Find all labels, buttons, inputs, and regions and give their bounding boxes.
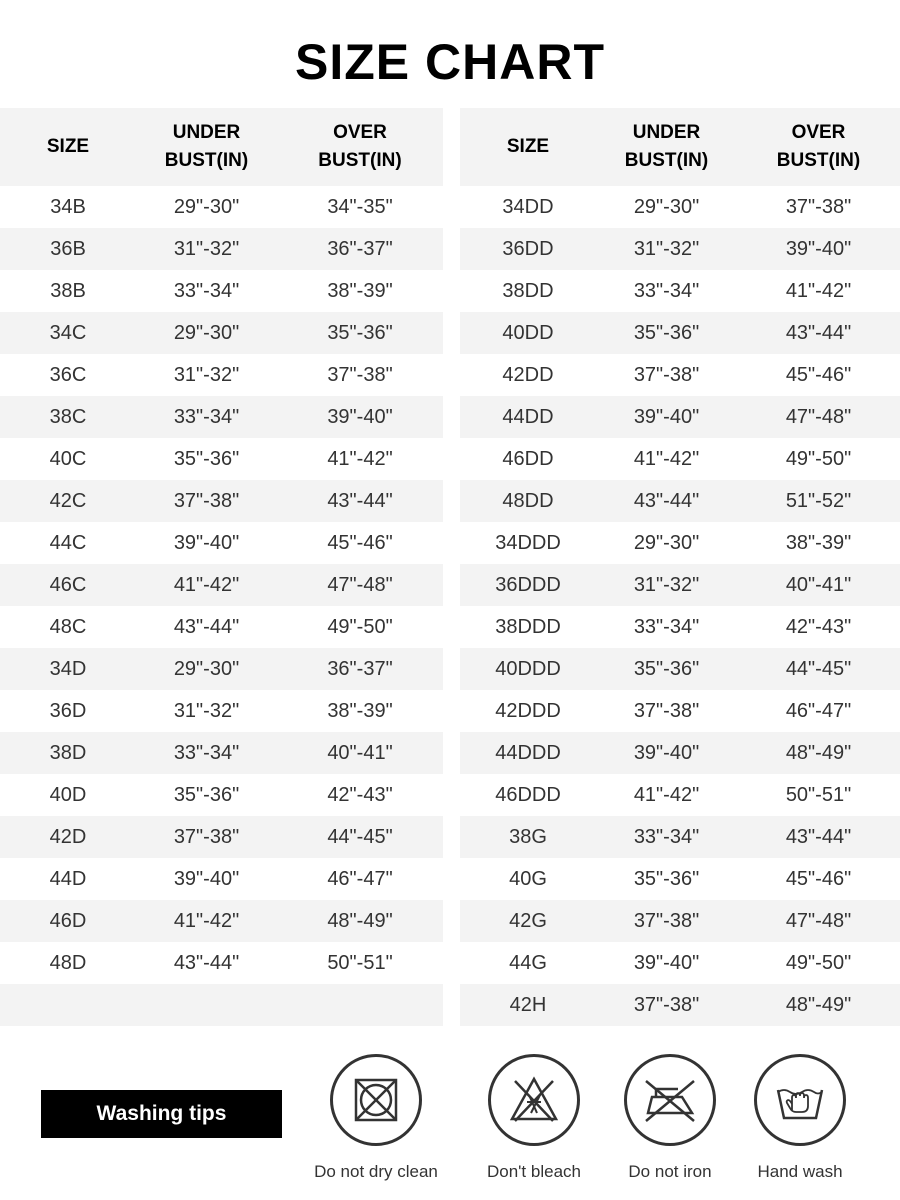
size-table-left xyxy=(0,108,443,1026)
over-bust-cell: 47"-48" xyxy=(737,396,900,438)
over-bust-cell: 42"-43" xyxy=(785,615,852,638)
under-bust-cell: 31"-32" xyxy=(173,363,240,386)
table-row xyxy=(460,438,900,480)
size-cell: 46DDD xyxy=(495,783,561,806)
table-row xyxy=(460,648,900,690)
over-bust-cell: 39"-40" xyxy=(737,228,900,270)
no-dry-clean-icon xyxy=(330,1054,422,1146)
over-bust-cell: 44"-45" xyxy=(277,816,443,858)
under-bust-cell: 31"-32" xyxy=(173,699,240,722)
under-bust-cell: 39"-40" xyxy=(173,867,240,890)
over-bust-cell: 43"-44" xyxy=(277,480,443,522)
over-bust-cell: 37"-38" xyxy=(327,363,393,386)
size-cell: 46DD xyxy=(502,447,554,470)
size-cell: 40DD xyxy=(460,312,596,354)
under-bust-cell: 39"-40" xyxy=(596,396,737,438)
size-cell: 46D xyxy=(0,900,136,942)
table-row xyxy=(460,312,900,354)
care-label: Don't bleach xyxy=(487,1162,581,1181)
no-bleach-icon xyxy=(488,1054,580,1146)
under-bust-cell: 29"-30" xyxy=(136,312,277,354)
under-bust-cell xyxy=(136,984,277,1026)
table-header-row xyxy=(460,108,900,186)
under-bust-cell: 33"-34" xyxy=(173,279,240,302)
size-cell: 48DD xyxy=(460,480,596,522)
table-row xyxy=(460,228,900,270)
size-cell: 36DDD xyxy=(460,564,596,606)
under-bust-cell: 35"-36" xyxy=(173,447,240,470)
under-bust-cell: 31"-32" xyxy=(596,564,737,606)
table-row xyxy=(460,606,900,648)
over-bust-cell: 42"-43" xyxy=(327,783,393,806)
size-table-right xyxy=(460,108,900,1026)
table-row xyxy=(0,942,443,984)
size-cell: 34B xyxy=(50,195,86,218)
under-bust-cell: 29"-30" xyxy=(173,195,240,218)
over-bust-cell: 49"-50" xyxy=(785,447,852,470)
table-row xyxy=(0,732,443,774)
over-bust-cell: 43"-44" xyxy=(737,312,900,354)
over-bust-cell: 46"-47" xyxy=(327,867,393,890)
size-cell: 36B xyxy=(0,228,136,270)
header-under-bust: UNDER BUST(IN) xyxy=(596,108,737,186)
care-hand-wash xyxy=(725,1054,875,1182)
under-bust-cell: 33"-34" xyxy=(136,732,277,774)
table-row xyxy=(0,690,443,732)
table-row xyxy=(460,732,900,774)
table-row xyxy=(0,186,443,228)
table-row xyxy=(460,690,900,732)
table-row xyxy=(0,648,443,690)
over-bust-cell: 40"-41" xyxy=(737,564,900,606)
table-row xyxy=(0,228,443,270)
size-cell: 42DDD xyxy=(495,699,561,722)
size-cell: 40G xyxy=(509,867,547,890)
size-cell: 40DDD xyxy=(460,648,596,690)
over-bust-cell: 34"-35" xyxy=(327,195,393,218)
table-row xyxy=(460,522,900,564)
table-row xyxy=(460,396,900,438)
size-cell: 38G xyxy=(460,816,596,858)
under-bust-cell: 35"-36" xyxy=(173,783,240,806)
no-iron-icon xyxy=(624,1054,716,1146)
size-cell: 36DD xyxy=(460,228,596,270)
header-under-bust: UNDER BUST(IN) xyxy=(136,108,277,186)
under-bust-cell: 37"-38" xyxy=(596,984,737,1026)
table-row xyxy=(460,858,900,900)
table-row xyxy=(0,858,443,900)
size-cell: 44DD xyxy=(460,396,596,438)
size-table-left-body xyxy=(0,186,443,1026)
over-bust-cell: 49"-50" xyxy=(785,951,852,974)
size-cell: 34D xyxy=(0,648,136,690)
header-size: SIZE xyxy=(460,108,596,186)
care-label: Do not dry clean xyxy=(314,1162,438,1181)
table-row xyxy=(0,816,443,858)
over-bust-cell: 49"-50" xyxy=(327,615,393,638)
over-bust-cell: 45"-46" xyxy=(785,867,852,890)
under-bust-cell: 33"-34" xyxy=(596,816,737,858)
care-no-bleach xyxy=(459,1054,609,1182)
under-bust-cell: 33"-34" xyxy=(633,279,700,302)
header-size: SIZE xyxy=(0,108,136,186)
table-row xyxy=(460,816,900,858)
under-bust-cell: 37"-38" xyxy=(136,480,277,522)
over-bust-cell: 41"-42" xyxy=(785,279,852,302)
size-table-right-body xyxy=(460,186,900,1026)
under-bust-cell: 35"-36" xyxy=(596,312,737,354)
size-cell: 42DD xyxy=(502,363,554,386)
over-bust-cell: 38"-39" xyxy=(785,531,852,554)
over-bust-cell: 51"-52" xyxy=(737,480,900,522)
over-bust-cell: 45"-46" xyxy=(327,531,393,554)
table-row xyxy=(0,900,443,942)
under-bust-cell: 41"-42" xyxy=(633,783,700,806)
page-title: SIZE CHART xyxy=(295,34,605,90)
under-bust-cell: 39"-40" xyxy=(633,951,700,974)
over-bust-cell: 45"-46" xyxy=(785,363,852,386)
over-bust-cell: 50"-51" xyxy=(785,783,852,806)
table-row xyxy=(0,984,443,1026)
size-cell: 38DDD xyxy=(495,615,561,638)
table-row xyxy=(0,522,443,564)
size-cell: 34DDD xyxy=(495,531,561,554)
table-row xyxy=(0,774,443,816)
size-cell: 38C xyxy=(0,396,136,438)
table-row xyxy=(460,942,900,984)
size-cell: 42C xyxy=(0,480,136,522)
over-bust-cell: 50"-51" xyxy=(327,951,393,974)
table-row xyxy=(460,270,900,312)
size-cell: 42D xyxy=(0,816,136,858)
over-bust-cell: 48"-49" xyxy=(737,984,900,1026)
under-bust-cell: 33"-34" xyxy=(633,615,700,638)
table-row xyxy=(0,354,443,396)
size-cell: 42H xyxy=(460,984,596,1026)
hand-wash-icon xyxy=(754,1054,846,1146)
size-cell: 44DDD xyxy=(460,732,596,774)
under-bust-cell: 43"-44" xyxy=(596,480,737,522)
under-bust-cell: 29"-30" xyxy=(136,648,277,690)
under-bust-cell: 29"-30" xyxy=(633,195,700,218)
under-bust-cell: 31"-32" xyxy=(136,228,277,270)
care-no-dry-clean xyxy=(301,1054,451,1182)
size-cell: 48D xyxy=(49,951,87,974)
under-bust-cell: 43"-44" xyxy=(173,951,240,974)
table-row xyxy=(460,480,900,522)
over-bust-cell: 41"-42" xyxy=(327,447,393,470)
size-cell: 48C xyxy=(49,615,87,638)
table-row xyxy=(460,564,900,606)
over-bust-cell: 37"-38" xyxy=(785,195,852,218)
under-bust-cell: 43"-44" xyxy=(173,615,240,638)
size-cell: 46C xyxy=(0,564,136,606)
size-cell: 42G xyxy=(460,900,596,942)
under-bust-cell: 37"-38" xyxy=(633,363,700,386)
over-bust-cell: 46"-47" xyxy=(785,699,852,722)
under-bust-cell: 31"-32" xyxy=(596,228,737,270)
over-bust-cell: 40"-41" xyxy=(277,732,443,774)
under-bust-cell: 35"-36" xyxy=(596,648,737,690)
table-row xyxy=(0,438,443,480)
over-bust-cell: 36"-37" xyxy=(277,648,443,690)
table-row xyxy=(460,900,900,942)
size-cell: 44C xyxy=(49,531,87,554)
header-over-bust: OVER BUST(IN) xyxy=(737,108,900,186)
size-cell xyxy=(0,984,136,1026)
over-bust-cell: 47"-48" xyxy=(277,564,443,606)
under-bust-cell: 35"-36" xyxy=(633,867,700,890)
under-bust-cell: 41"-42" xyxy=(633,447,700,470)
under-bust-cell: 41"-42" xyxy=(136,900,277,942)
washing-tips-label: Washing tips xyxy=(41,1090,282,1138)
care-label: Hand wash xyxy=(757,1162,843,1181)
size-cell: 40D xyxy=(49,783,87,806)
table-header-row xyxy=(0,108,443,186)
table-row xyxy=(460,186,900,228)
table-row xyxy=(0,480,443,522)
care-label: Do not iron xyxy=(628,1162,712,1181)
over-bust-cell: 35"-36" xyxy=(277,312,443,354)
size-cell: 38D xyxy=(0,732,136,774)
size-cell: 34C xyxy=(0,312,136,354)
over-bust-cell: 39"-40" xyxy=(277,396,443,438)
table-row xyxy=(0,270,443,312)
under-bust-cell: 37"-38" xyxy=(596,900,737,942)
over-bust-cell xyxy=(277,984,443,1026)
over-bust-cell: 48"-49" xyxy=(277,900,443,942)
size-cell: 38B xyxy=(50,279,86,302)
under-bust-cell: 37"-38" xyxy=(633,699,700,722)
table-row xyxy=(460,774,900,816)
size-cell: 44G xyxy=(509,951,547,974)
table-row xyxy=(0,396,443,438)
over-bust-cell: 38"-39" xyxy=(327,699,393,722)
care-no-iron xyxy=(595,1054,745,1182)
table-row xyxy=(460,984,900,1026)
size-cell: 36D xyxy=(49,699,87,722)
over-bust-cell: 43"-44" xyxy=(737,816,900,858)
under-bust-cell: 37"-38" xyxy=(136,816,277,858)
under-bust-cell: 29"-30" xyxy=(633,531,700,554)
over-bust-cell: 48"-49" xyxy=(737,732,900,774)
table-row xyxy=(0,312,443,354)
under-bust-cell: 39"-40" xyxy=(596,732,737,774)
size-cell: 34DD xyxy=(502,195,554,218)
over-bust-cell: 47"-48" xyxy=(737,900,900,942)
under-bust-cell: 39"-40" xyxy=(173,531,240,554)
table-row xyxy=(0,564,443,606)
over-bust-cell: 44"-45" xyxy=(737,648,900,690)
header-over-bust: OVER BUST(IN) xyxy=(277,108,443,186)
under-bust-cell: 41"-42" xyxy=(136,564,277,606)
size-cell: 36C xyxy=(49,363,87,386)
table-row xyxy=(0,606,443,648)
size-cell: 40C xyxy=(49,447,87,470)
table-row xyxy=(460,354,900,396)
size-cell: 38DD xyxy=(502,279,554,302)
under-bust-cell: 33"-34" xyxy=(136,396,277,438)
over-bust-cell: 36"-37" xyxy=(277,228,443,270)
size-cell: 44D xyxy=(49,867,87,890)
over-bust-cell: 38"-39" xyxy=(327,279,393,302)
